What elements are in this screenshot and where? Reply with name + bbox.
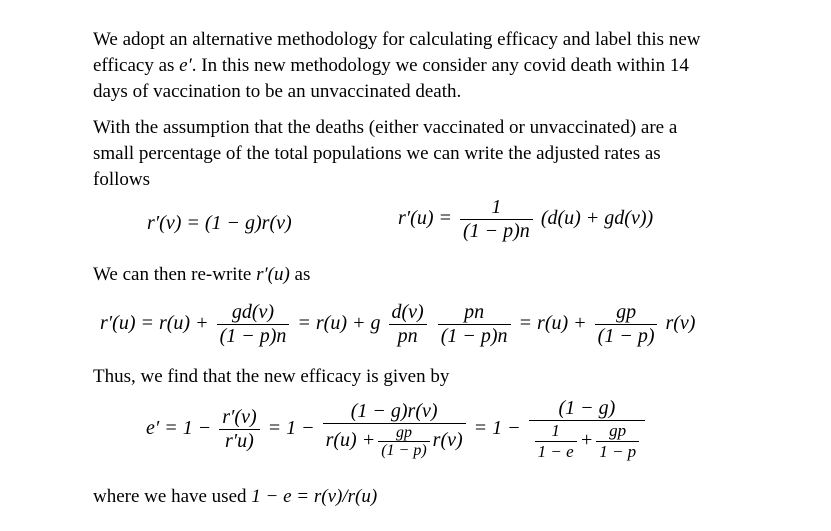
eq3-f3-a-den: 1 − e xyxy=(537,442,574,461)
closing-symbol: 1 − e = r(v)/r(u) xyxy=(251,486,378,507)
rewrite-line xyxy=(93,262,753,288)
eq3-f2-inner-num: gp xyxy=(378,424,429,442)
eq2-f2-num: d(v) xyxy=(389,301,427,325)
eq3-f3-b-num: gp xyxy=(596,421,639,442)
intro-line-3: days of vaccination to be an unvaccinated death. xyxy=(93,81,462,102)
eq1-fraction xyxy=(460,196,533,243)
eq2-fraction-2 xyxy=(389,301,427,348)
eq1-lhs: r′(u) = xyxy=(398,207,452,230)
eq2-fraction-4 xyxy=(595,301,658,348)
eq2-mid-2: = r(u) + xyxy=(518,312,587,335)
intro-paragraph xyxy=(93,27,753,105)
eq2-mid-1: = r(u) + g xyxy=(297,312,381,335)
closing-line xyxy=(93,484,753,510)
rewrite-symbol: r′(u) xyxy=(256,264,290,285)
eq1-tail: (d(u) + gd(v)) xyxy=(540,207,654,230)
eq2-lhs: r′(u) = r(u) + xyxy=(100,312,209,335)
eq3-f1-num: r′(v) xyxy=(219,406,259,430)
eq2-f3-num: pn xyxy=(438,301,511,325)
eq3-lhs: e′ = 1 − xyxy=(146,417,212,440)
intro-line-2-suffix: . In this new methodology we consider any covid death within 14 xyxy=(191,55,689,76)
eq3-fraction-2 xyxy=(323,400,466,459)
closing-paragraph xyxy=(93,484,753,510)
rewrite-suffix: as xyxy=(289,264,311,285)
eq2-fraction-1 xyxy=(217,301,290,348)
efficacy-intro-paragraph xyxy=(93,364,753,390)
equation-ru-adjusted xyxy=(398,196,653,243)
eq2-fraction-3 xyxy=(438,301,511,348)
eq3-f3-den xyxy=(529,421,646,462)
eq1-denominator: (1 − p)n xyxy=(462,220,530,242)
assumption-line-2: small percentage of the total populations we can write the adjusted rates as xyxy=(93,143,661,164)
assumption-line-1: With the assumption that the deaths (either vaccinated or unvaccinated) are a xyxy=(93,117,678,138)
eq2-f4-den: (1 − p) xyxy=(597,325,655,347)
eq3-f3-plus: + xyxy=(579,429,594,452)
eq3-f3-b-den: 1 − p xyxy=(599,442,637,461)
eq3-f3-num: (1 − g) xyxy=(529,397,646,421)
eq3-fraction-1 xyxy=(219,406,259,453)
efficacy-symbol: e′ xyxy=(179,55,192,76)
equation-ru-rewrite xyxy=(100,301,695,348)
eq3-f2-num: (1 − g)r(v) xyxy=(323,400,466,424)
assumption-line-3: follows xyxy=(93,169,150,190)
eq3-f2-inner-den: (1 − p) xyxy=(381,442,427,459)
rewrite-paragraph xyxy=(93,262,753,288)
eq3-f3-inner-fraction-a xyxy=(535,421,577,462)
eq2-f1-den: (1 − p)n xyxy=(219,325,287,347)
eq3-f2-inner-fraction xyxy=(378,424,429,459)
eq3-mid-2: = 1 − xyxy=(473,417,521,440)
eq1-numerator: 1 xyxy=(460,196,533,220)
efficacy-intro-line: Thus, we find that the new efficacy is given by xyxy=(93,366,450,387)
eq2-f3-den: (1 − p)n xyxy=(440,325,508,347)
eq3-f2-den-tail: r(v) xyxy=(432,429,463,452)
eq2-f2-den: pn xyxy=(397,325,418,347)
equation-rv-adjusted: r′(v) = (1 − g)r(v) xyxy=(147,212,292,234)
eq3-f2-den-prefix: r(u) + xyxy=(325,429,376,452)
eq3-mid-1: = 1 − xyxy=(267,417,315,440)
rewrite-prefix: We can then re-write xyxy=(93,264,257,285)
assumption-paragraph xyxy=(93,115,753,193)
eq3-f1-den: r′u) xyxy=(225,430,254,452)
eq3-fraction-3 xyxy=(529,397,646,462)
eq2-f1-num: gd(v) xyxy=(217,301,290,325)
intro-line-1: We adopt an alternative methodology for calculating efficacy and label this new xyxy=(93,29,701,50)
intro-line-2-prefix: efficacy as xyxy=(93,55,180,76)
eq3-f3-inner-fraction-b xyxy=(596,421,639,462)
eq2-f4-num: gp xyxy=(595,301,658,325)
eq2-tail: r(v) xyxy=(665,312,696,335)
eq3-f3-a-num: 1 xyxy=(535,421,577,442)
closing-prefix: where we have used xyxy=(93,486,252,507)
eq3-f2-den xyxy=(323,424,466,459)
intro-line-2 xyxy=(93,53,753,79)
equation-new-efficacy xyxy=(146,397,648,462)
